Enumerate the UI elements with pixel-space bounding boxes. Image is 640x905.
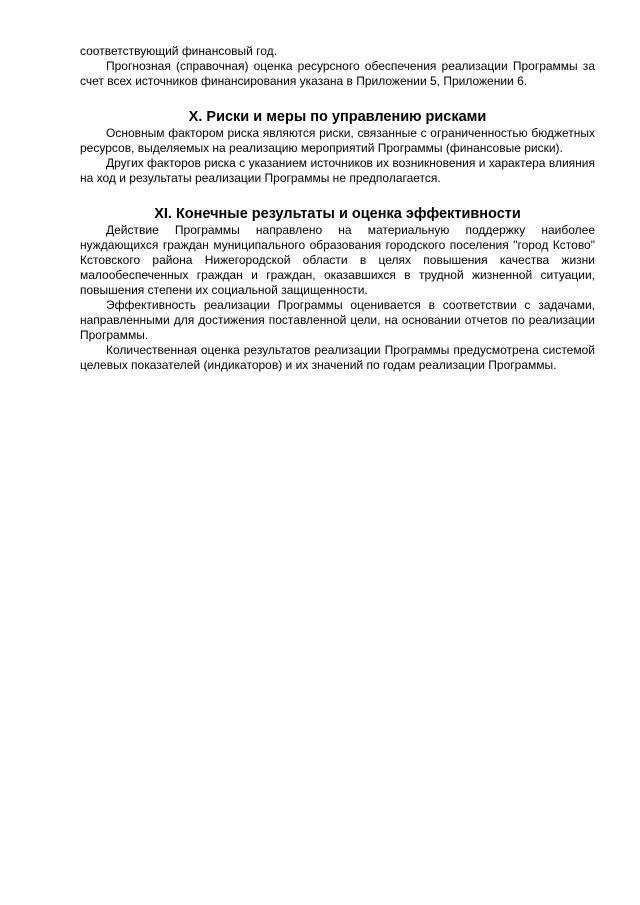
- section-results: [80, 205, 595, 373]
- section-results-paragraph-1: Действие Программы направлено на материальную поддержку наиболее нуждающихся граждан муниципального образования городского поселения "город Кстово" Кстовского района Нижегородской области в целях повышения качества жизни малообеспеченных граждан и граждан, оказавшихся в трудной жизненной ситуации, повышения степени их социальной защищенности.: [80, 223, 595, 297]
- section-results-paragraph-2: Эффективность реализации Программы оценивается в соответствии с задачами, направленными для достижения поставленной цели, на основании отчетов по реализации Программы.: [80, 298, 595, 342]
- section-risks: [80, 108, 595, 186]
- section-risks-paragraph-2: Других факторов риска с указанием источников их возникновения и характера влияния на ход и результаты реализации Программы не предполагается.: [80, 156, 595, 185]
- intro-continuation-text: соответствующий финансовый год.: [80, 44, 278, 58]
- section-risks-paragraph-1: Основным фактором риска являются риски, связанные с ограниченностью бюджетных ресурсов, выделяемых на реализацию мероприятий Программы (финансовые риски).: [80, 126, 595, 155]
- section-risks-heading: X. Риски и меры по управлению рисками: [188, 109, 487, 125]
- section-results-paragraph-3: Количественная оценка результатов реализации Программы предусмотрена системой целевых показателей (индикаторов) и их значений по годам реализации Программы.: [80, 343, 595, 372]
- document-page: [80, 44, 595, 373]
- intro-paragraph: Прогнозная (справочная) оценка ресурсного обеспечения реализации Программы за счет всех источников финансирования указана в Приложении 5, Приложении 6.: [80, 59, 595, 88]
- section-results-heading: XI. Конечные результаты и оценка эффективности: [154, 206, 521, 222]
